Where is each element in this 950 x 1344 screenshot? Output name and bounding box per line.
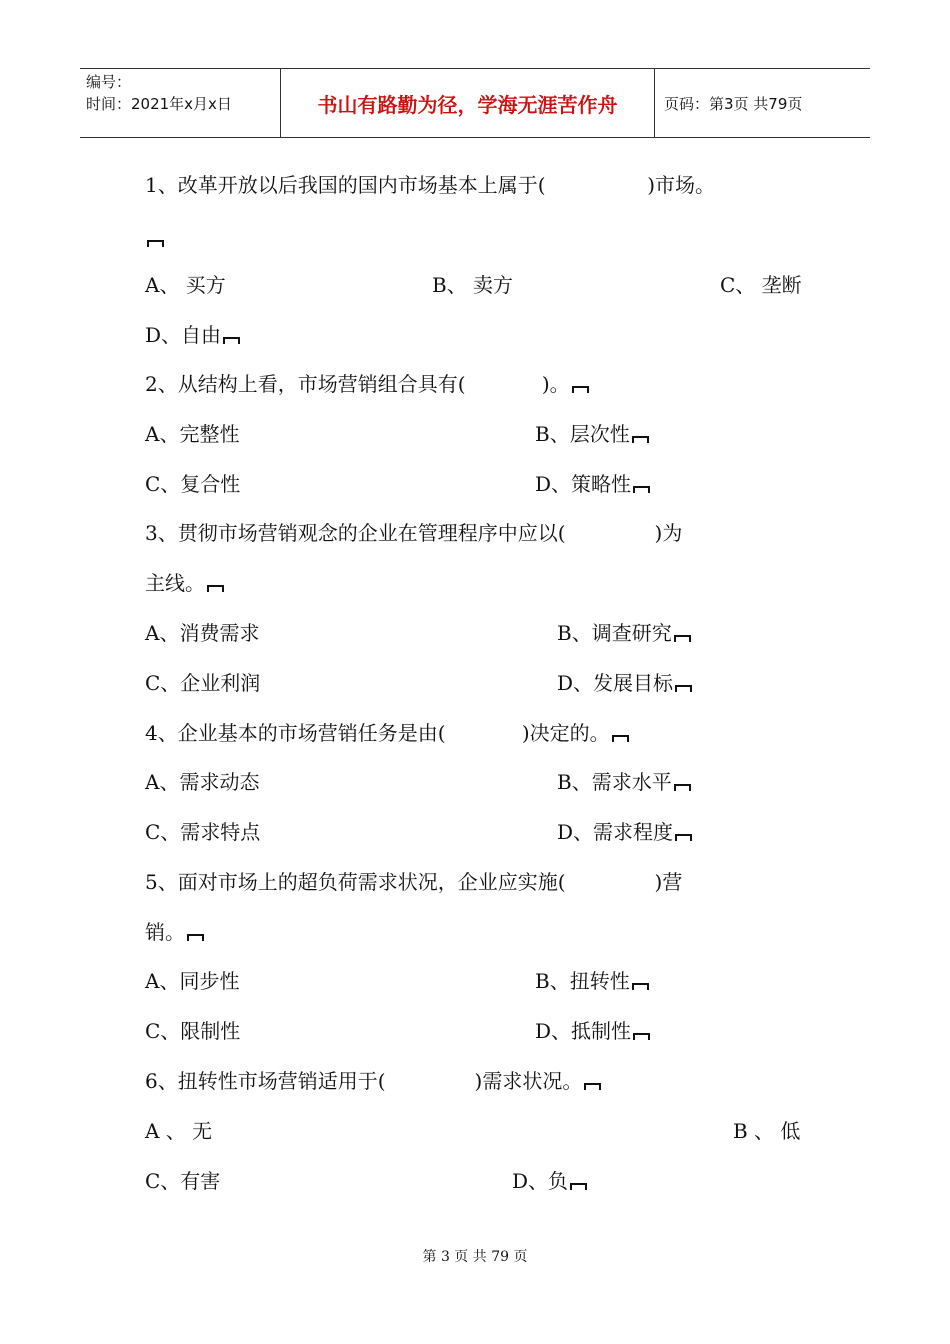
question-5-stem-cont: 销。 — [145, 920, 204, 944]
page-footer: 第 3 页 共 79 页 — [422, 1249, 528, 1265]
header-meta — [80, 69, 281, 137]
option-c: C、需求特点 — [145, 820, 261, 844]
option-a: A、需求动态 — [145, 770, 260, 794]
return-mark-icon — [207, 585, 224, 592]
option-b: B、需求水平 — [557, 770, 691, 794]
return-mark-icon — [632, 983, 649, 990]
question-1-stem: 1、改革开放以后我国的国内市场基本上属于( )市场。 — [145, 173, 716, 197]
time-label: 时间：2021年x月x日 — [86, 95, 232, 113]
option-a: A 、 无 — [145, 1119, 213, 1143]
return-mark-icon — [675, 834, 692, 841]
option-a: A、完整性 — [145, 422, 240, 446]
page-header — [80, 68, 870, 138]
return-mark-icon — [633, 486, 650, 493]
return-mark-icon — [674, 635, 691, 642]
return-mark-icon — [674, 784, 691, 791]
option-d: D、策略性 — [535, 472, 650, 496]
return-mark-icon — [187, 934, 204, 941]
question-5-stem: 5、面对市场上的超负荷需求状况，企业应实施( )营 — [145, 870, 683, 894]
header-motto: 书山有路勤为径，学海无涯苦作舟 — [281, 69, 655, 137]
return-mark-icon — [633, 1033, 650, 1040]
option-c: C、有害 — [145, 1169, 221, 1193]
question-3-stem: 3、贯彻市场营销观念的企业在管理程序中应以( )为 — [145, 521, 683, 545]
option-a: A、同步性 — [145, 969, 240, 993]
return-mark-icon — [145, 226, 164, 250]
option-b: B 、 低 — [733, 1119, 801, 1143]
return-mark-icon — [612, 735, 629, 742]
option-a: A、 买方 — [145, 273, 226, 297]
question-3-stem-cont: 主线。 — [145, 571, 224, 595]
option-b: B、扭转性 — [535, 969, 649, 993]
option-d: D、发展目标 — [557, 671, 692, 695]
return-mark-icon — [632, 436, 649, 443]
option-c: C、 垄断 — [720, 273, 802, 297]
option-c: C、限制性 — [145, 1019, 241, 1043]
return-mark-icon — [570, 1183, 587, 1190]
option-d: D、需求程度 — [557, 820, 692, 844]
header-page-info: 页码：第3页 共79页 — [664, 94, 803, 113]
option-b: B、调查研究 — [557, 621, 691, 645]
option-d: D、自由 — [145, 323, 240, 347]
number-label: 编号： — [86, 73, 132, 91]
option-c: C、企业利润 — [145, 671, 261, 695]
option-d: D、负 — [512, 1169, 587, 1193]
return-mark-icon — [572, 386, 589, 393]
return-mark-icon — [584, 1083, 601, 1090]
return-mark-icon — [223, 337, 240, 344]
option-b: B、层次性 — [535, 422, 649, 446]
question-6-stem: 6、扭转性市场营销适用于( )需求状况。 — [145, 1069, 601, 1093]
option-d: D、抵制性 — [535, 1019, 650, 1043]
option-c: C、复合性 — [145, 472, 241, 496]
option-b: B、 卖方 — [432, 273, 514, 297]
option-a: A、消费需求 — [145, 621, 260, 645]
question-2-stem: 2、从结构上看，市场营销组合具有( )。 — [145, 372, 589, 396]
return-mark-icon — [675, 685, 692, 692]
question-4-stem: 4、企业基本的市场营销任务是由( )决定的。 — [145, 721, 629, 745]
